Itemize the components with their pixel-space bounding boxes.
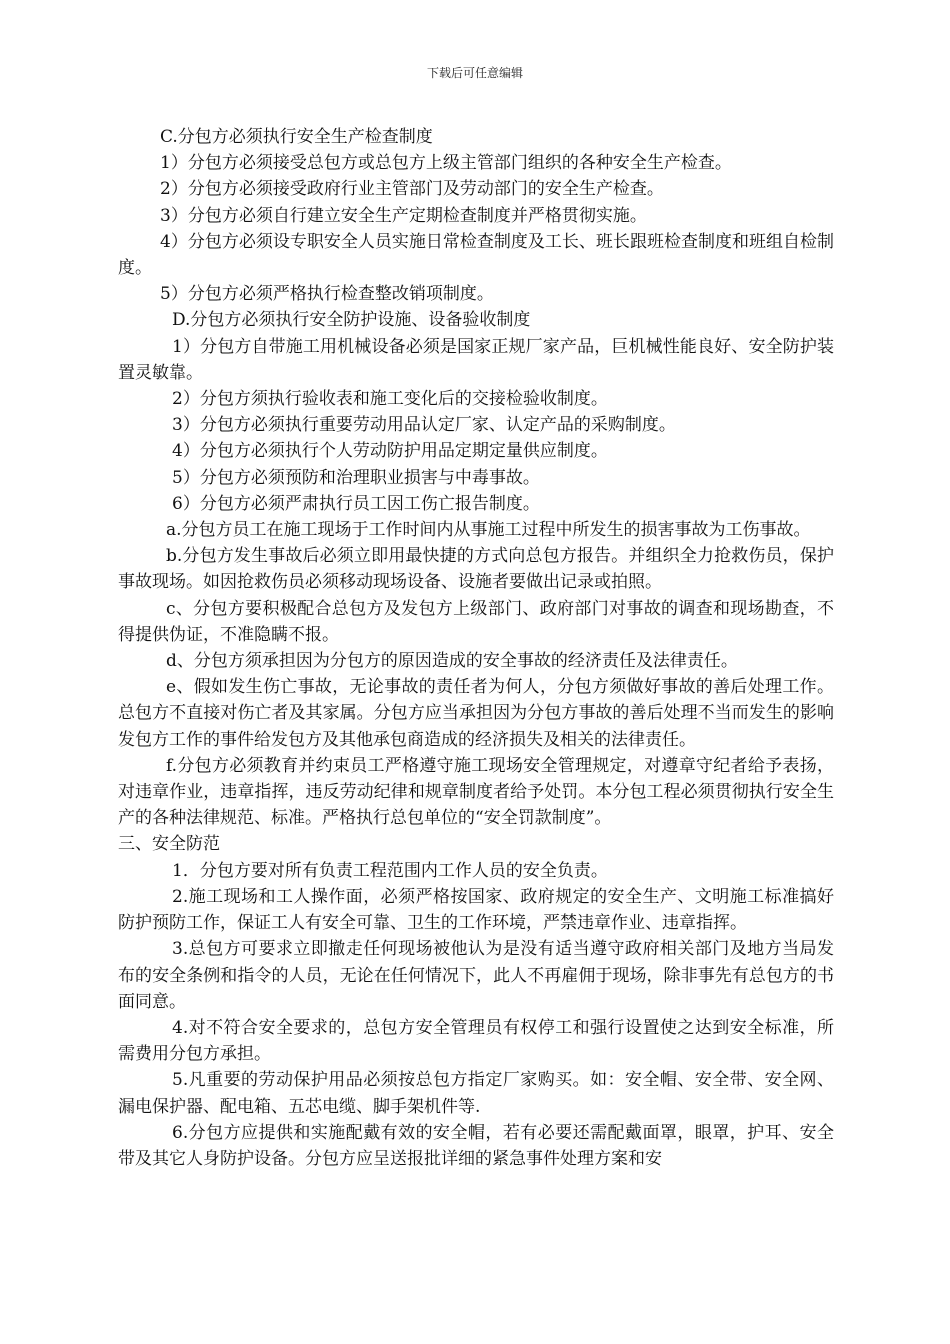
paragraph: 5.凡重要的劳动保护用品必须按总包方指定厂家购买。如：安全帽、安全带、安全网、漏电保护器、配电箱、五芯电缆、脚手架机件等. [118, 1070, 834, 1117]
paragraph: 5）分包方必须严格执行检查整改销项制度。 [160, 284, 494, 305]
paragraph: c、分包方要积极配合总包方及发包方上级部门、政府部门对事故的调查和现场勘查，不得提供伪证，不准隐瞒不报。 [118, 598, 834, 645]
section-heading: 三、安全防范 [118, 834, 220, 855]
paragraph: f.分包方必须教育并约束员工严格遵守施工现场安全管理规定，对遵章守纪者给予表扬，对违章作业，违章指挥，违反劳动纪律和规章制度者给予处罚。本分包工程必须贯彻执行安全生产的各种法律规范、标准。严格执行总包单位的“安全罚款制度”。 [118, 755, 834, 829]
document-body [118, 124, 834, 1172]
paragraph: 1）分包方必须接受总包方或总包方上级主管部门组织的各种安全生产检查。 [160, 153, 732, 174]
paragraph: 3）分包方必须执行重要劳动用品认定厂家、认定产品的采购制度。 [172, 415, 676, 436]
paragraph: 1）分包方自带施工用机械设备必须是国家正规厂家产品，巨机械性能良好、安全防护装置灵敏靠。 [118, 336, 834, 383]
paragraph: d、分包方须承担因为分包方的原因造成的安全事故的经济责任及法律责任。 [166, 651, 738, 672]
paragraph: 4）分包方必须执行个人劳动防护用品定期定量供应制度。 [172, 441, 608, 462]
paragraph: 4.对不符合安全要求的，总包方安全管理员有权停工和强行设置使之达到安全标准，所需费用分包方承担。 [118, 1017, 834, 1065]
paragraph: 4）分包方必须设专职安全人员实施日常检查制度及工长、班长跟班检查制度和班组自检制度。 [118, 231, 834, 279]
paragraph: 2）分包方须执行验收表和施工变化后的交接检验收制度。 [172, 389, 608, 410]
paragraph: 5）分包方必须预防和治理职业损害与中毒事故。 [172, 467, 540, 488]
paragraph: 3.总包方可要求立即撤走任何现场被他认为是没有适当遵守政府相关部门及地方当局发布的安全条例和指令的人员，无论在任何情况下，此人不再雇佣于现场，除非事先有总包方的书面同意。 [118, 939, 834, 1012]
paragraph: e、假如发生伤亡事故，无论事故的责任者为何人，分包方须做好事故的善后处理工作。总包方不直接对伤亡者及其家属。分包方应当承担因为分包方事故的善后处理不当而发生的影响发包方工作的事件给发包方及其他承包商造成的经济损失及相关的法律责任。 [118, 677, 834, 750]
paragraph: 6）分包方必须严肃执行员工因工伤亡报告制度。 [172, 493, 540, 514]
paragraph: 3）分包方必须自行建立安全生产定期检查制度并严格贯彻实施。 [160, 205, 647, 226]
paragraph: C.分包方必须执行安全生产检查制度 [160, 127, 433, 147]
paragraph: D.分包方必须执行安全防护设施、设备验收制度 [172, 310, 531, 331]
paragraph: 2.施工现场和工人操作面，必须严格按国家、政府规定的安全生产、文明施工标准搞好防护预防工作，保证工人有安全可靠、卫生的工作环境，严禁违章作业、违章指挥。 [118, 886, 834, 934]
paragraph: b.分包方发生事故后必须立即用最快捷的方式向总包方报告。并组织全力抢救伤员，保护事故现场。如因抢救伤员必须移动现场设备、设施者要做出记录或拍照。 [118, 546, 834, 593]
paragraph: 2）分包方必须接受政府行业主管部门及劳动部门的安全生产检查。 [160, 179, 664, 200]
paragraph: 6.分包方应提供和实施配戴有效的安全帽，若有必要还需配戴面罩，眼罩，护耳、安全带及其它人身防护设备。分包方应呈送报批详细的紧急事件处理方案和安 [118, 1122, 834, 1169]
page-header-note: 下载后可任意编辑 [426, 66, 523, 80]
paragraph: a.分包方员工在施工现场于工作时间内从事施工过程中所发生的损害事故为工伤事故。 [166, 520, 811, 541]
paragraph: 1．分包方要对所有负责工程范围内工作人员的安全负责。 [172, 860, 608, 881]
